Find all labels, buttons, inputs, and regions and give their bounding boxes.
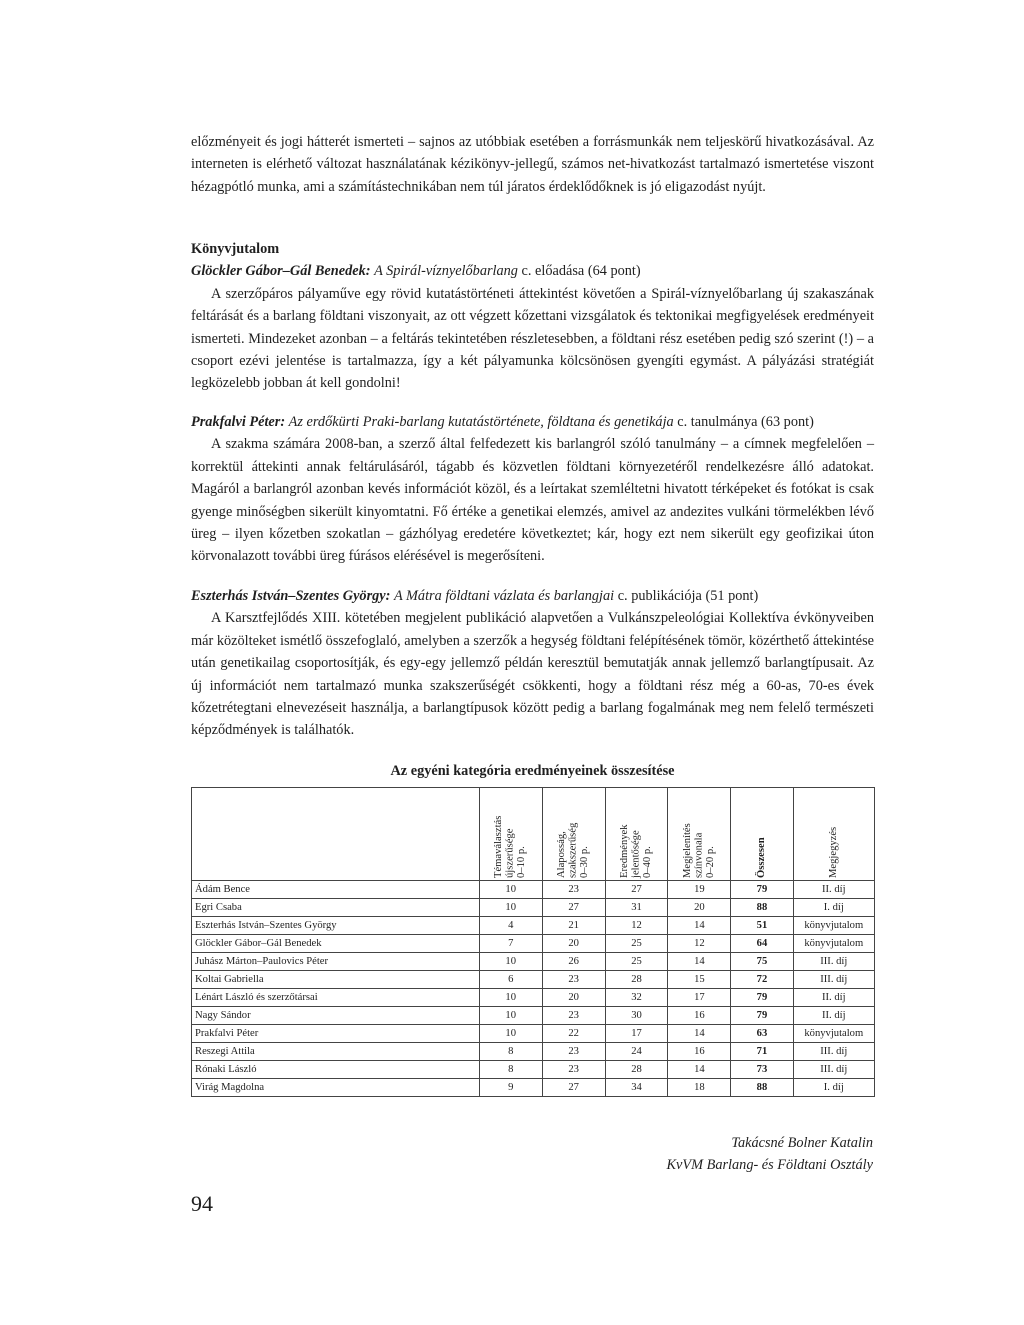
entry-author: Prakfalvi Péter:	[191, 414, 286, 430]
entry-work-title: A Mátra földtani vázlata és barlangjai	[393, 588, 615, 604]
entry-suffix: c. publikációja (51 pont)	[617, 588, 759, 604]
cell-total: 79	[731, 1007, 793, 1025]
cell-results: 27	[605, 881, 668, 899]
table-row	[192, 899, 875, 917]
cell-thoroughness: 27	[542, 899, 605, 917]
cell-total: 79	[731, 881, 793, 899]
cell-results: 12	[605, 917, 668, 935]
header-note-label: Megjegyzés	[828, 826, 840, 878]
cell-name: Egri Csaba	[192, 899, 480, 917]
cell-note: II. díj	[793, 989, 874, 1007]
cell-total: 73	[731, 1061, 793, 1079]
cell-note: III. díj	[793, 1043, 874, 1061]
cell-presentation: 14	[668, 1025, 731, 1043]
cell-topic: 10	[479, 881, 542, 899]
cell-presentation: 18	[668, 1079, 731, 1097]
cell-results: 34	[605, 1079, 668, 1097]
cell-presentation: 20	[668, 899, 731, 917]
cell-note: III. díj	[793, 971, 874, 989]
cell-thoroughness: 23	[542, 881, 605, 899]
cell-topic: 10	[479, 1025, 542, 1043]
entry-work-title: A Spirál-víznyelőbarlang	[374, 263, 518, 280]
header-results	[605, 788, 668, 881]
cell-name: Nagy Sándor	[192, 1007, 480, 1025]
cell-total: 71	[731, 1043, 793, 1061]
cell-name: Glöckler Gábor–Gál Benedek	[192, 935, 480, 953]
cell-note: III. díj	[793, 953, 874, 971]
cell-thoroughness: 27	[542, 1079, 605, 1097]
cell-name: Lénárt László és szerzőtársai	[192, 989, 480, 1007]
cell-topic: 10	[479, 1007, 542, 1025]
header-note	[793, 788, 874, 881]
cell-topic: 4	[479, 917, 542, 935]
cell-thoroughness: 23	[542, 1043, 605, 1061]
cell-topic: 7	[479, 935, 542, 953]
cell-results: 25	[605, 935, 668, 953]
cell-thoroughness: 20	[542, 989, 605, 1007]
cell-results: 28	[605, 1061, 668, 1079]
cell-presentation: 16	[668, 1043, 731, 1061]
cell-note: I. díj	[793, 1079, 874, 1097]
table-row	[192, 1079, 875, 1097]
table-header-row	[192, 788, 875, 881]
entry-author: Glöckler Gábor–Gál Benedek:	[191, 263, 371, 280]
cell-topic: 10	[479, 989, 542, 1007]
section-heading: Könyvjutalom	[191, 241, 280, 257]
cell-thoroughness: 23	[542, 1061, 605, 1079]
header-thoroughness-label: Alaposság, szakszerűség 0–30 p.	[556, 822, 591, 878]
cell-name: Ádám Bence	[192, 881, 480, 899]
cell-presentation: 19	[668, 881, 731, 899]
cell-results: 30	[605, 1007, 668, 1025]
cell-topic: 8	[479, 1043, 542, 1061]
cell-total: 72	[731, 971, 793, 989]
cell-presentation: 14	[668, 1061, 731, 1079]
entry-author: Eszterhás István–Szentes György:	[191, 588, 391, 604]
cell-total: 79	[731, 989, 793, 1007]
cell-thoroughness: 23	[542, 1007, 605, 1025]
table-title: Az egyéni kategória eredményeinek összesítése	[390, 763, 675, 779]
entry-body: A szerzőpáros pályaműve egy rövid kutatástörténeti áttekintést követően a Spirál-víznyelőbarlang új szakaszának feltárását és a barlang földtani viszonyait, az ott végzett kőzettani vizsgálatok és tektonikai megfigyelések eredményeit ismerteti. Mindezeket azonban – a feltárás tekintetében részletesebben, a földtani rész esetében pedig szó szerint (!) – a csoport ezévi jelentése is tartalmazza, így a két pályamunka kölcsönösen gyengíti egymást. A pályázási stratégiát legközelebb jobban át kell gondolni!	[191, 285, 874, 392]
cell-total: 64	[731, 935, 793, 953]
page-number: 94	[191, 1191, 213, 1216]
entry-suffix: c. tanulmánya (63 pont)	[677, 414, 814, 430]
cell-note: II. díj	[793, 881, 874, 899]
cell-presentation: 16	[668, 1007, 731, 1025]
cell-topic: 10	[479, 953, 542, 971]
table-row	[192, 935, 875, 953]
entry-eszterhas	[191, 585, 874, 742]
entry-suffix: c. előadása (64 pont)	[521, 263, 641, 280]
table-row	[192, 917, 875, 935]
book-award-section	[191, 238, 874, 395]
cell-total: 88	[731, 899, 793, 917]
cell-presentation: 15	[668, 971, 731, 989]
table-row	[192, 1043, 875, 1061]
cell-total: 75	[731, 953, 793, 971]
entry-body: A Karsztfejlődés XIII. kötetében megjelent publikáció alapvetően a Vulkánszpeleológiai Kollektíva évkönyveiben már közölteket ismétlő összefoglaló, amelyben a szerzők a hegység földtani felépítésének tömör, közérthető áttekintése után genetikailag csoportosítják, és egy-egy jellemző példán keresztül bemutatják annak jellemző barlangtípusait. Az új információt nem tartalmazó munka szakszerűségét csökkenti, hogy a földtani rész még a 60-as, 70-es évek kőzetrétegtani elnevezéseit használja, a barlangtípusok között pedig a barlang fogalmának meg nem felelő természeti képződmények is találhatók.	[191, 610, 874, 739]
cell-note: könyvjutalom	[793, 917, 874, 935]
cell-results: 25	[605, 953, 668, 971]
entry-prakfalvi	[191, 411, 874, 568]
cell-name: Rónaki László	[192, 1061, 480, 1079]
cell-name: Reszegi Attila	[192, 1043, 480, 1061]
cell-thoroughness: 26	[542, 953, 605, 971]
signature-org: KvVM Barlang- és Földtani Osztály	[666, 1157, 873, 1173]
results-table	[191, 787, 875, 1097]
cell-name: Virág Magdolna	[192, 1079, 480, 1097]
cell-thoroughness: 23	[542, 971, 605, 989]
cell-note: III. díj	[793, 1061, 874, 1079]
entry-work-title: Az erdőkürti Praki-barlang kutatástörténete, földtana és genetikája	[288, 414, 674, 430]
entry-title-line	[191, 260, 874, 282]
header-thoroughness	[542, 788, 605, 881]
table-row	[192, 953, 875, 971]
cell-topic: 6	[479, 971, 542, 989]
cell-name: Prakfalvi Péter	[192, 1025, 480, 1043]
signature-name: Takácsné Bolner Katalin	[731, 1135, 873, 1151]
cell-name: Juhász Márton–Paulovics Péter	[192, 953, 480, 971]
entry-title-line	[191, 585, 874, 607]
cell-note: II. díj	[793, 1007, 874, 1025]
cell-thoroughness: 20	[542, 935, 605, 953]
header-total	[731, 788, 793, 881]
intro-paragraph	[191, 131, 874, 198]
table-row	[192, 1061, 875, 1079]
cell-thoroughness: 21	[542, 917, 605, 935]
cell-results: 24	[605, 1043, 668, 1061]
cell-results: 17	[605, 1025, 668, 1043]
cell-thoroughness: 22	[542, 1025, 605, 1043]
header-name	[192, 788, 480, 881]
cell-presentation: 14	[668, 953, 731, 971]
cell-results: 31	[605, 899, 668, 917]
table-row	[192, 989, 875, 1007]
cell-presentation: 17	[668, 989, 731, 1007]
cell-topic: 9	[479, 1079, 542, 1097]
cell-name: Koltai Gabriella	[192, 971, 480, 989]
entry-body: A szakma számára 2008-ban, a szerző által felfedezett kis barlangról szóló tanulmány – a címnek megfelelően – korrektül áttekinti annak feltárulásáról, tágabb és közvetlen földtani környezetéről rendelkezésre álló adatokat. Magáról a barlangról azonban kevés információt közöl, és a leírtakat szemléltetni hivatott térképeket és fotókat is csak gyenge minőségben sikerült kinyomtatni. Fő értéke a genetikai elemzés, amivel az andezites vulkáni törmelékben lévő üreg – ilyen kőzetben szokatlan – gázhólyag eredetére következtet; kár, hogy ezt nem sikerült egy geofizikai úton körvonalazott további üreg fúrásos elérésével is megerősíteni.	[191, 436, 874, 565]
cell-total: 63	[731, 1025, 793, 1043]
cell-topic: 10	[479, 899, 542, 917]
table-row	[192, 881, 875, 899]
results-table-body	[192, 881, 875, 1097]
entry-title-line	[191, 411, 874, 433]
table-row	[192, 1007, 875, 1025]
cell-note: I. díj	[793, 899, 874, 917]
cell-total: 88	[731, 1079, 793, 1097]
cell-results: 32	[605, 989, 668, 1007]
cell-note: könyvjutalom	[793, 935, 874, 953]
cell-name: Eszterhás István–Szentes György	[192, 917, 480, 935]
table-row	[192, 1025, 875, 1043]
header-topic	[479, 788, 542, 881]
cell-presentation: 12	[668, 935, 731, 953]
cell-results: 28	[605, 971, 668, 989]
header-presentation	[668, 788, 731, 881]
header-presentation-label: Megjelenítés színvonala 0–20 p.	[682, 823, 717, 878]
cell-presentation: 14	[668, 917, 731, 935]
header-topic-label: Témaválasztás újszerűsége 0–10 p.	[493, 815, 528, 878]
intro-text: előzményeit és jogi hátterét ismerteti – sajnos az utóbbiak esetében a forrásmunkák nem teljeskörű hivatkozásával. Az interneten is elérhető változat használatának kézikönyv-jellegű, számos net-hivatkozást tartalmazó ismertetése viszont hézagpótló munka, ami a számítástechnikában nem túl járatos érdeklődőknek is jó eligazodást nyújt.	[191, 134, 874, 195]
cell-topic: 8	[479, 1061, 542, 1079]
header-results-label: Eredmények jelentősége 0–40 p.	[619, 824, 654, 878]
cell-note: könyvjutalom	[793, 1025, 874, 1043]
cell-total: 51	[731, 917, 793, 935]
table-row	[192, 971, 875, 989]
header-total-label: Összesen	[756, 837, 768, 878]
